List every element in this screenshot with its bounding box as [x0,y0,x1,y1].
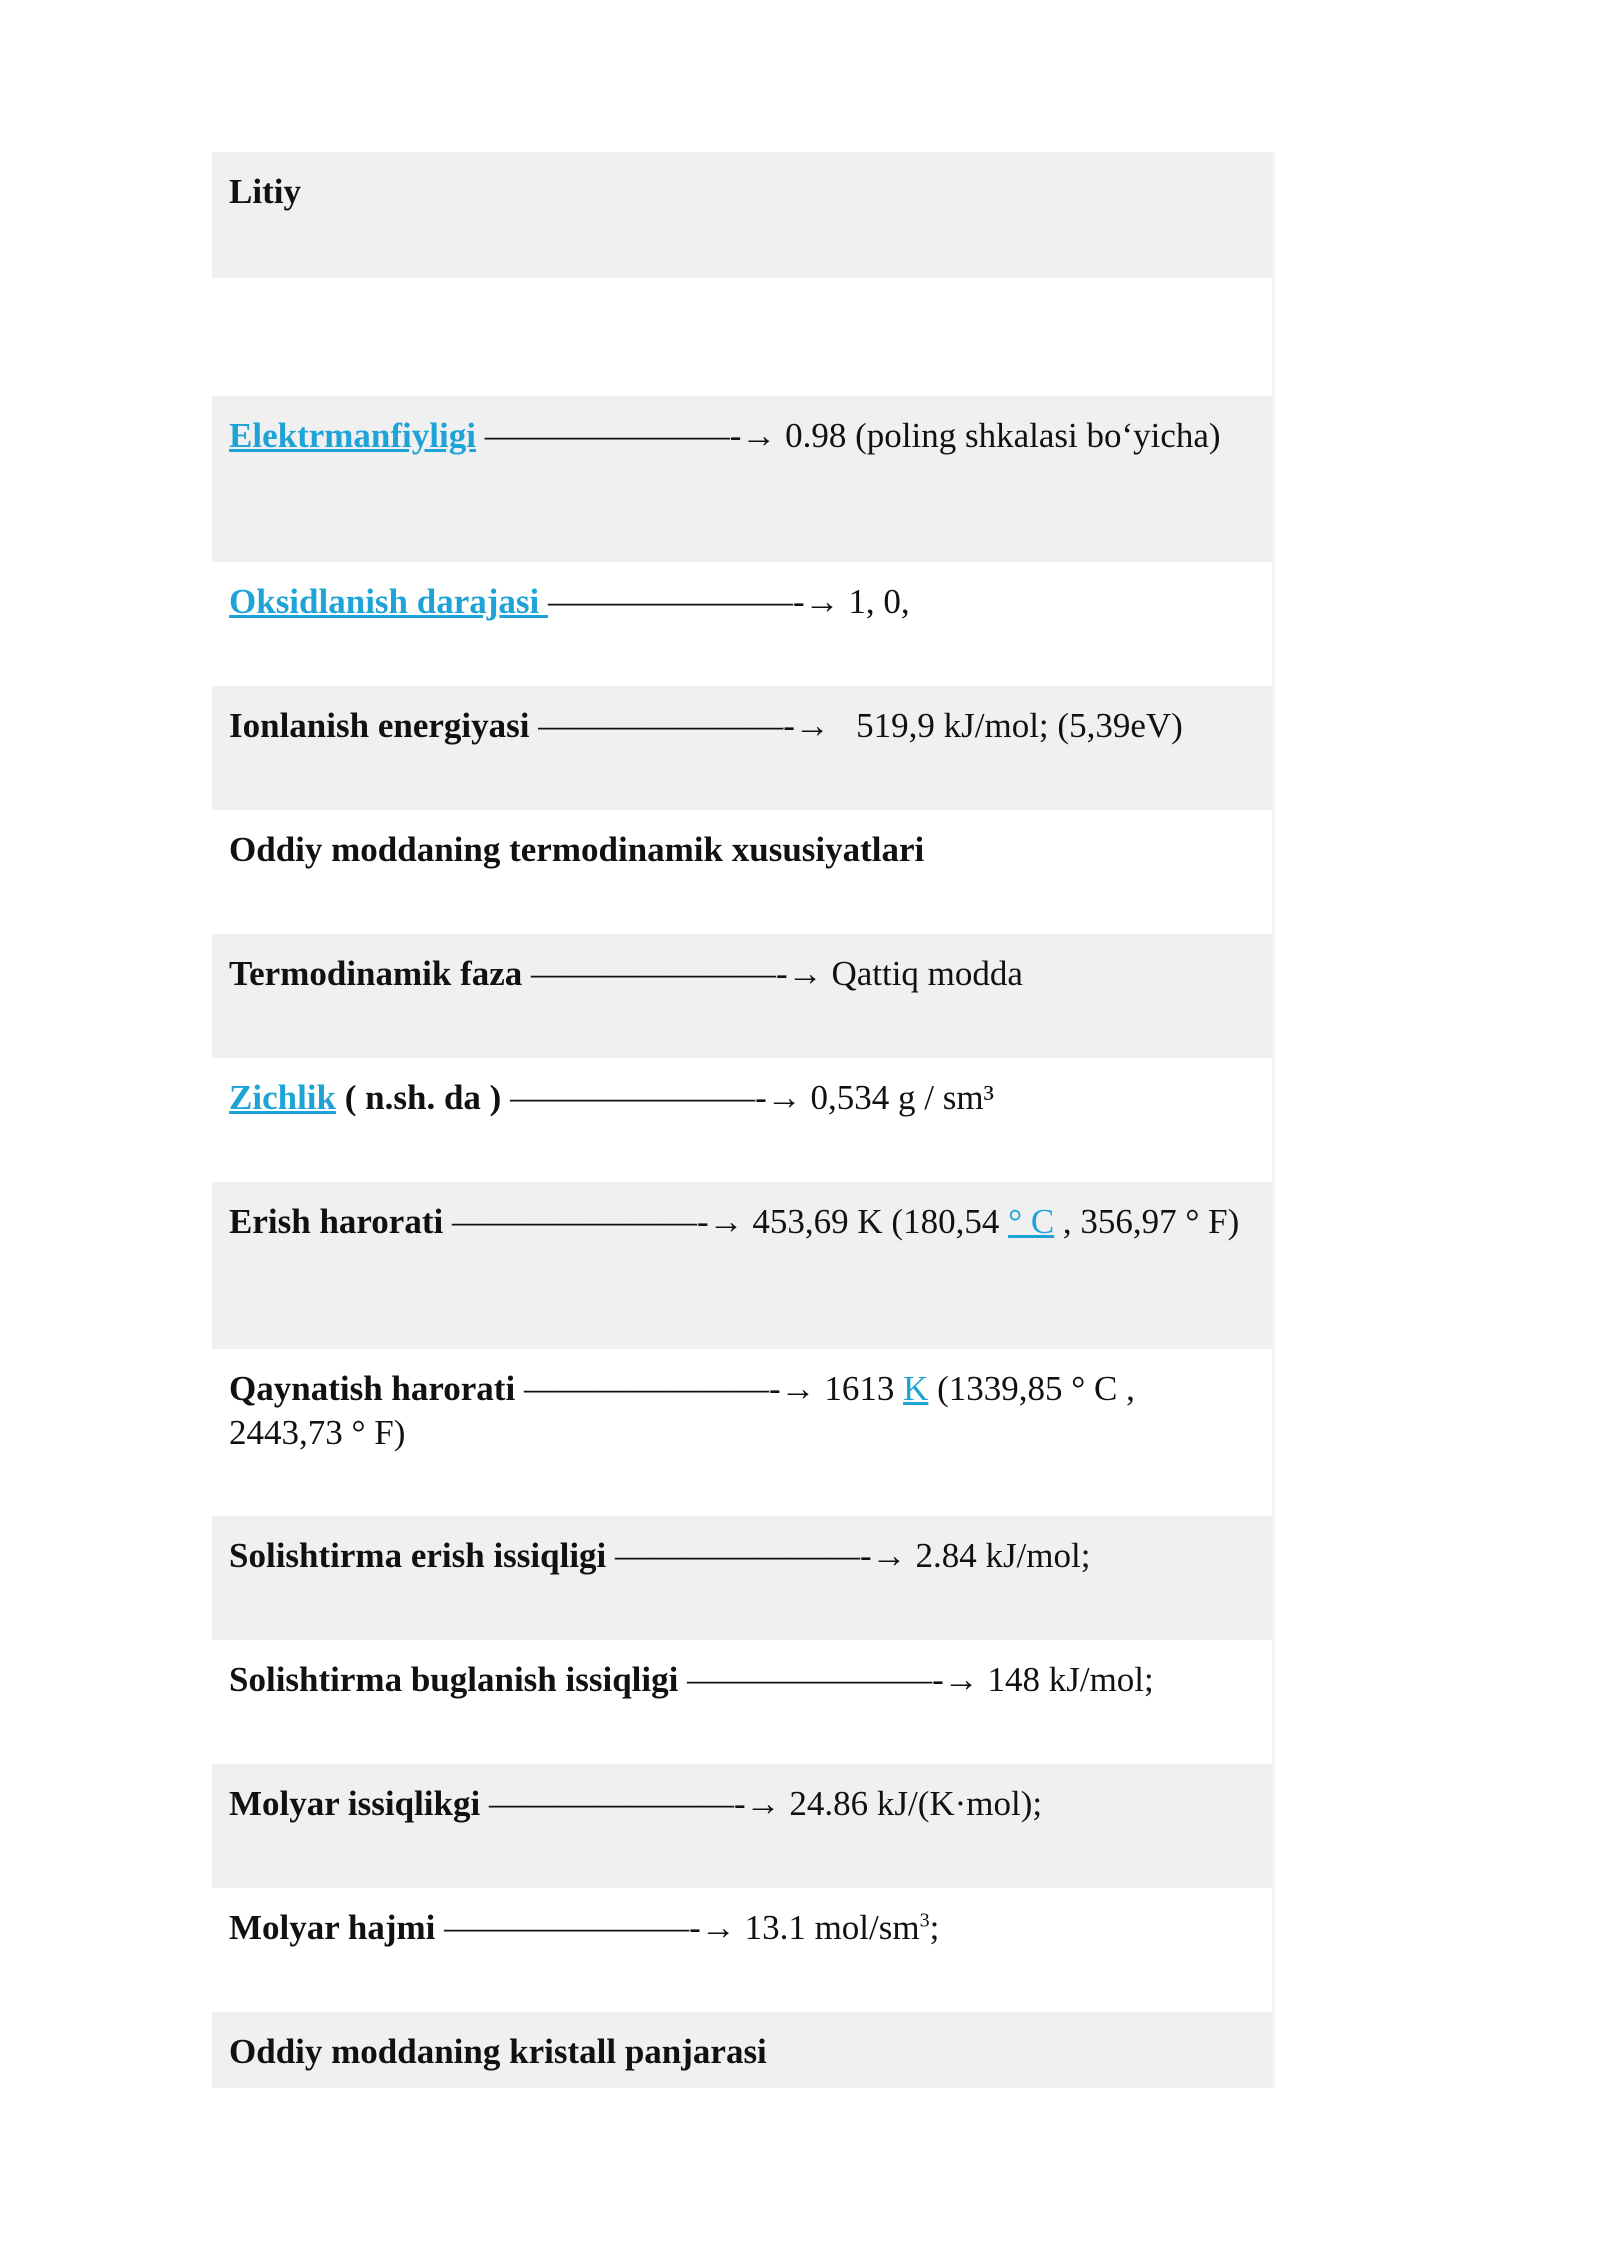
arrow-separator: ———————-→ [488,1784,781,1823]
molar-heat-value: 24.86 kJ/(K·mol); [789,1784,1043,1823]
molar-volume-label: Molyar hajmi [229,1908,436,1947]
arrow-separator: ———————-→ [548,582,840,621]
element-name: Litiy [229,172,301,211]
properties-table [212,152,1275,2088]
row-oxidation-state [212,562,1272,686]
row-density [212,1058,1272,1182]
row-electronegativity [212,396,1272,562]
arrow-separator: ———————-→ [615,1536,907,1575]
row-molar-volume [212,1888,1272,2012]
row-molar-heat [212,1764,1272,1888]
density-value: 0,534 g / sm³ [810,1078,995,1117]
row-ionization-energy [212,686,1272,810]
ionization-energy-label: Ionlanish energiyasi [229,706,530,745]
melting-point-value-a: 453,69 K (180,54 [752,1202,1009,1241]
row-crystal-heading [212,2012,1272,2088]
fusion-heat-value: 2.84 kJ/mol; [915,1536,1091,1575]
row-thermo-phase [212,934,1272,1058]
melting-point-label: Erish harorati [229,1202,444,1241]
row-melting-point [212,1182,1272,1349]
kelvin-link[interactable]: K [903,1369,929,1408]
fusion-heat-label: Solishtirma erish issiqligi [229,1536,607,1575]
molar-volume-exponent: 3 [919,1909,930,1932]
arrow-separator: ———————-→ [687,1660,979,1699]
arrow-separator: ———————-→ [538,706,830,745]
boiling-point-value-a: 1613 [824,1369,904,1408]
row-title [212,152,1272,278]
thermo-phase-label: Termodinamik faza [229,954,523,993]
arrow-separator: ———————-→ [523,1369,816,1408]
arrow-separator: ———————-→ [531,954,823,993]
boiling-point-label: Qaynatish harorati [229,1369,516,1408]
row-blank [212,278,1272,396]
arrow-separator: ———————-→ [484,416,777,455]
molar-heat-label: Molyar issiqlikgi [229,1784,481,1823]
molar-volume-value-b: ; [929,1908,940,1947]
thermo-phase-value: Qattiq modda [831,954,1023,993]
row-fusion-heat [212,1516,1272,1640]
molar-volume-value-a: 13.1 mol/sm [744,1908,920,1947]
ionization-energy-value: 519,9 kJ/mol; (5,39eV) [856,706,1183,745]
crystal-lattice-heading: Oddiy moddaning kristall panjarasi [229,2032,767,2071]
density-link[interactable]: Zichlik [229,1078,336,1117]
melting-point-value-b: , 356,97 ° F) [1054,1202,1240,1241]
celsius-link[interactable]: ° C [1008,1202,1055,1241]
arrow-separator: ———————-→ [510,1078,802,1117]
arrow-separator: ———————-→ [444,1908,736,1947]
density-condition: ( n.sh. da ) [344,1078,502,1117]
row-thermo-heading [212,810,1272,934]
arrow-separator: ———————-→ [451,1202,744,1241]
electronegativity-value: 0.98 (poling shkalasi bo‘yicha) [785,416,1221,455]
oxidation-state-value: 1, 0, [848,582,910,621]
vaporization-heat-value: 148 kJ/mol; [987,1660,1154,1699]
oxidation-state-link[interactable]: Oksidlanish darajasi [229,582,548,621]
vaporization-heat-label: Solishtirma buglanish issiqligi [229,1660,679,1699]
row-boiling-point [212,1349,1272,1516]
electronegativity-link[interactable]: Elektrmanfiyligi [229,416,476,455]
row-vaporization-heat [212,1640,1272,1764]
thermo-properties-heading: Oddiy moddaning termodinamik xususiyatlari [229,830,925,869]
boiling-point-value-b: (1339,85 ° C , 2443,73 ° F) [229,1369,1135,1452]
